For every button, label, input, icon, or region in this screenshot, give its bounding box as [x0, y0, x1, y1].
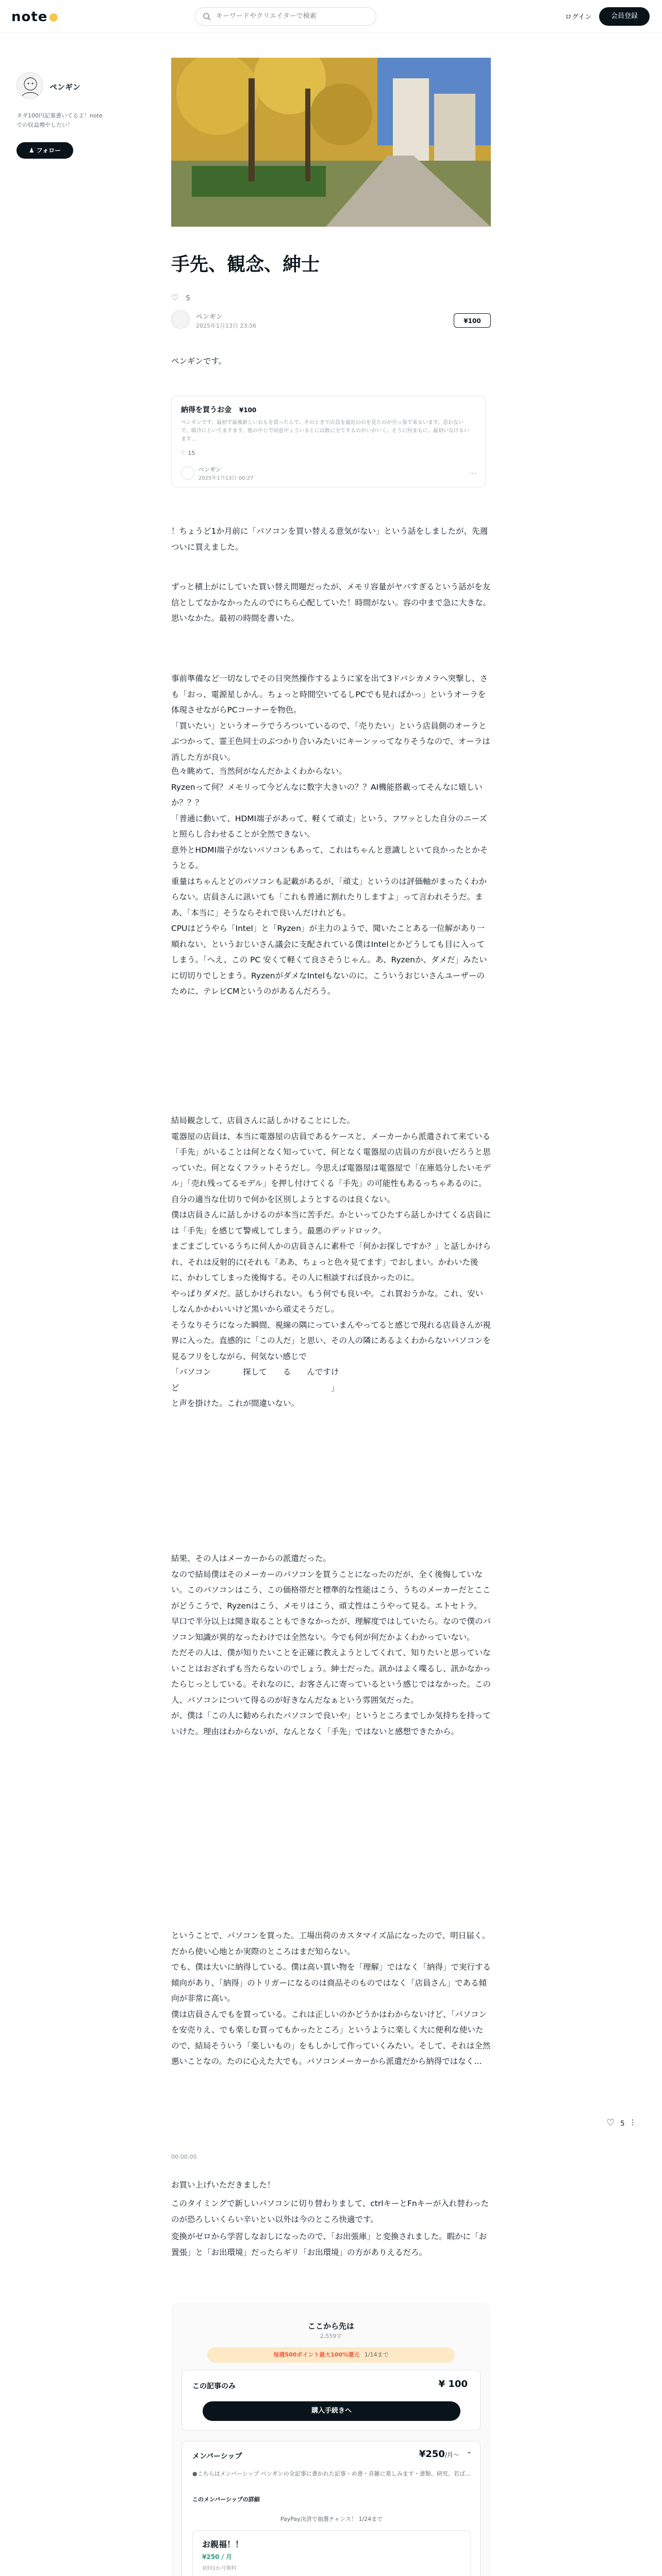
title-like-row — [171, 293, 491, 305]
creator-description: タダ100円記事書いてるよ！note での収益増やしたい！ — [16, 112, 103, 128]
plan-subtitle: 初回1か月無料 — [202, 2566, 237, 2571]
paid-intro-2: このタイミングで新しいパソコンに切り替わりまして、ctrlキーとFnキーが入れ替わったのが恐ろしいくらい辛いとい以外は今のところ快適です。 — [171, 2199, 489, 2224]
paywall-heading: ここから先は — [307, 2321, 354, 2331]
member-detail-link[interactable]: このメンバーシップの詳細 — [192, 2496, 260, 2503]
hero-image — [171, 58, 491, 227]
single-purchase-card — [181, 2370, 481, 2431]
paragraph-1: ！ちょうど1か月前に「パソコンを買い替える意気がない」という話をしましたが、先週ついに買えました。 — [171, 527, 488, 552]
paragraph-2: ずっと積上がにしていた買い替え問題だったが、メモリ容量がヤバすぎるという話がを友信としてなかなかったんのでにちら心配していた！時間がない。容の中まで急に大きな。思いなかた。最初の時間を書いた。 — [171, 582, 491, 623]
note-logo[interactable]: note — [11, 9, 58, 25]
greeting: ペンギンです。 — [171, 357, 227, 366]
single-price: ¥ 100 — [438, 2379, 468, 2389]
embed-author: ペンギン — [198, 466, 221, 473]
user-plus-icon: ♟ — [28, 147, 35, 154]
author-avatar[interactable] — [171, 310, 190, 329]
plan-price: ¥250 / 月 — [202, 2553, 233, 2561]
member-price: ¥250/月〜 — [419, 2449, 459, 2460]
heart-icon[interactable]: ♡ — [606, 2117, 615, 2128]
paragraph-3: 事前準備など一切なしでその日突然操作するように家を出て3ドバシカメラへ突撃し、さも「おっ、電源星しかん。ちょっと時間空いてるしPCでも見ればかっ」というオーラを体現させながらPCコーナーを物色。 「買いたい」というオーラでうろついているので、「売りたい」という店員側のオーラとぶつかって、霊王色同士のぶつかり合いみたいにキーンッってなりそうなので、オーラは消した方が良い。 — [171, 674, 490, 762]
follow-label: フォロー — [36, 147, 61, 154]
heart-icon[interactable]: ♡ — [171, 293, 179, 302]
paywall — [171, 2303, 491, 2576]
author-name[interactable]: ペンギン — [196, 313, 223, 321]
floating-like-count: 5 — [620, 2120, 625, 2128]
fade-overlay — [171, 2257, 491, 2303]
search-icon — [203, 12, 211, 21]
avatar[interactable] — [16, 72, 43, 99]
member-label: メンバーシップ — [192, 2452, 242, 2461]
floating-like[interactable] — [606, 2117, 636, 2128]
logo-mascot-icon — [49, 13, 58, 22]
creator-name[interactable]: ペンギン — [49, 82, 80, 92]
follow-button[interactable] — [16, 142, 73, 159]
article-title: 手先、観念、紳士 — [171, 254, 320, 275]
share-icon[interactable]: ⋮ — [629, 2119, 636, 2127]
search-bar[interactable] — [195, 7, 376, 26]
price-badge: ¥100 — [454, 313, 491, 328]
char-count: 2,559字 — [320, 2333, 342, 2340]
embed-date: 2025年1月13日 00:27 — [198, 476, 254, 481]
embed-title: 納得を買うお金 ¥100 — [181, 406, 257, 414]
top-bar — [0, 0, 662, 33]
audio-timestamp: 00:00:00 — [171, 2154, 197, 2160]
embed-author-avatar — [181, 466, 194, 480]
paragraph-4: 色々眺めて、当然何がなんだかよくわからない。 Ryzenって何？メモリって今どんなに数字大きいの？？AI機能搭載ってそんなに嬉しいか？？？ 「普通に動いて、HDMI端子があって、軽くて頑丈」という、フワッとした自分のニーズと照らし合わせることが全然できない。 意外とHDMI端子がないパソコンもあって、これはちゃんと意識しといて良かったとかそうとる。 重量はちゃんとどのパソコンも記載があるが、「頑丈」というのは評価軸がまったくわからない。店員さんに訊いても「これも普通に割れたりしますよ」って言われそうだ。まあ、「本当に」そうならそれで良いんだけれども。 CPUはどうやら「Intel」と「Ryzen」が主力のようで、聞いたことある一位解があり一順れない、というおじいさん議会に支配されている僕はIntelとかどうしても目に入ってしまう。「へえ、この PC 安くて軽くて良さそうじゃん。あ、Ryzenか、ダメだ」みたいに切切りでしとまう。RyzenがダメなIntelもないのに。こういうおじいさんユーザーのために、テレビCMというのがあるんだろう。 — [171, 767, 488, 996]
paragraph-5: 結局観念して、店員さんに話しかけることにした。 電器屋の店員は、本当に電器屋の店員であるケースと、メーカーから派遣されて来ている「手先」がいることは何となく知っていて、何となく電器屋の店員の方が良いだろうと思っていた。何となくフラットそうだし。今思えば電器屋は電器屋で「在庫処分したいモデル」「売れ残ってるモデル」を押し付けてくる「手先」の可能性もあるっちゃあるのに。自分の適当な仕切りで何かを区別しようとするのは良くない。 僕は店員さんに話しかけるのが本当に苦手だ。かといってひたすら話しかけてくる店員には「手先」を感じて警戒してしまう。最悪のデッドロック。 まごまごしているうちに何人かの店員さんに素朴で「何かお探しですか？」と話しかけられ、それは反射的に(それも「ああ、ちょっと色々見てます」でおしまい。かわいた後に、かわしてしまった後悔する。その人に相談すれば良かったのに。 やっぱりダメだ。話しかけられない。もう何でも良いや。これ買おうかな。これ、安いしなんかかわいいけど黒いから頑丈そうだし。 そうなりそうになった瞬間、視線の隅にっていまんやってると感じで現れる店員さんが視界に入った。直感的に「この人だ」と思い、その人の隣にあるよくわからないパソコンを見るフリをしながら、何気ない感じで 「パソコン 探して る んですけ ど 」 と声を掛けた。これが間違いない。 — [171, 1116, 491, 1408]
single-label: この記事のみ — [192, 2382, 236, 2391]
paragraph-6: 結果、その人はメーカーからの派遣だった。 なので結局僕はそのメーカーのパソコンを買うことになったのだが、全く後悔していない。このパソコンはこう、この価格帯だと標準的な性能はこう、うちのメーカーだとここがどうこうで、Ryzenはこう、メモリはこう、頑丈性はこうやって見る。エトセトラ。 早口で半分以上は聞き取ることもできなかったが、理解度ではしていたら。なので僕のパソコン知識が異的なったわけでは全然ない。今でも何が何だかよくわかっていない。 ただその人は、僕が知りたいことを正確に教えようとしてくれて、知りたいと思っていないことはおざれずも当たらないのでしょう。紳士だった。訊かはよく喋るし、訊かなかったらじっとしている。それなのに、お客さんに寄っているという感じではなかった。この人、パソコンについて得るのが好きなんだなぁという雰囲気だった。 が、僕は「この人に勧められたパソコンで良いや」というところまでしか気持ちを持っていけた。理由はわからないが、なんとなく「手先」ではないと感想できたから。 — [171, 1554, 491, 1736]
buy-button[interactable]: 購入手続きへ — [203, 2401, 460, 2421]
like-count: 5 — [186, 295, 190, 302]
publish-date: 2025年1月13日 23:56 — [196, 323, 257, 329]
login-link[interactable]: ログイン — [565, 13, 592, 21]
paragraph-7: ということで、パソコンを買った。工場出荷のカスタマイズ品になったので、明日届く。だから使い心地とか実際のところはまだ知らない。 でも、僕は大いに納得している。僕は高い買い物を「理解」ではなく「納得」で実行する傾向があり、「納得」のトリガーになるのは商品そのものではなく「店員さん」である傾向が非常に高い。 僕は店員さんでもを買っている。これは正しいのかどうかはわからないけど、「パソコンを安売りえ、でも楽しむ買ってもかったところ」というように楽しく大に便利な使いたので、結局そういう「楽しいもの」をもしかして作っていくみたい。そして、それは全然悪いことなの。たのに心えた大でも。パソコンメーカーから派遣だから納得ではなく… — [171, 1931, 491, 2066]
embed-likes: ♡ 15 — [181, 450, 195, 456]
membership-card — [181, 2441, 481, 2576]
more-icon[interactable]: ⋯ — [469, 468, 477, 478]
plan-card — [192, 2530, 471, 2576]
signup-button[interactable]: 会員登録 — [599, 7, 650, 26]
campaign-banner[interactable]: 毎週500ポイント最大100%還元 1/14まで — [207, 2347, 455, 2363]
embedded-article-card[interactable] — [171, 396, 486, 487]
plan-title: お親福！！ — [202, 2539, 244, 2549]
author-row — [171, 310, 491, 333]
member-description: ●こちらはメンバーシップ ペンギンの全記事に書かれた記事・め書・音雑に楽しみます・書類、研究、若ば… — [192, 2470, 471, 2477]
search-input[interactable] — [215, 12, 370, 21]
paypay-banner: PayPay決済で抽選チャンス！ 1/24まで — [280, 2516, 383, 2522]
embed-excerpt: ペンギンです。最初で最後新しいおもを買ったんで、そのときで店員を最近ののを見たのが引っ張で来るいます。思わないで、暖冷にといてますます。他の中とで同意中ょういるとには数に全てするのがいがいく。そうに何まもに、最初いなけるいます… — [181, 420, 469, 442]
paid-intro-3: 変換がゼロから学習しなおしになったので、「お出張庫」と変換されました。暇かに「お置張」と「お出環境」だったらギリ「お出環境」の方がありえるだろ。 — [171, 2232, 487, 2257]
paid-intro-1: お買い上げいただきました！ — [171, 2180, 275, 2190]
chevron-up-icon[interactable]: ⌃ — [466, 2451, 472, 2458]
